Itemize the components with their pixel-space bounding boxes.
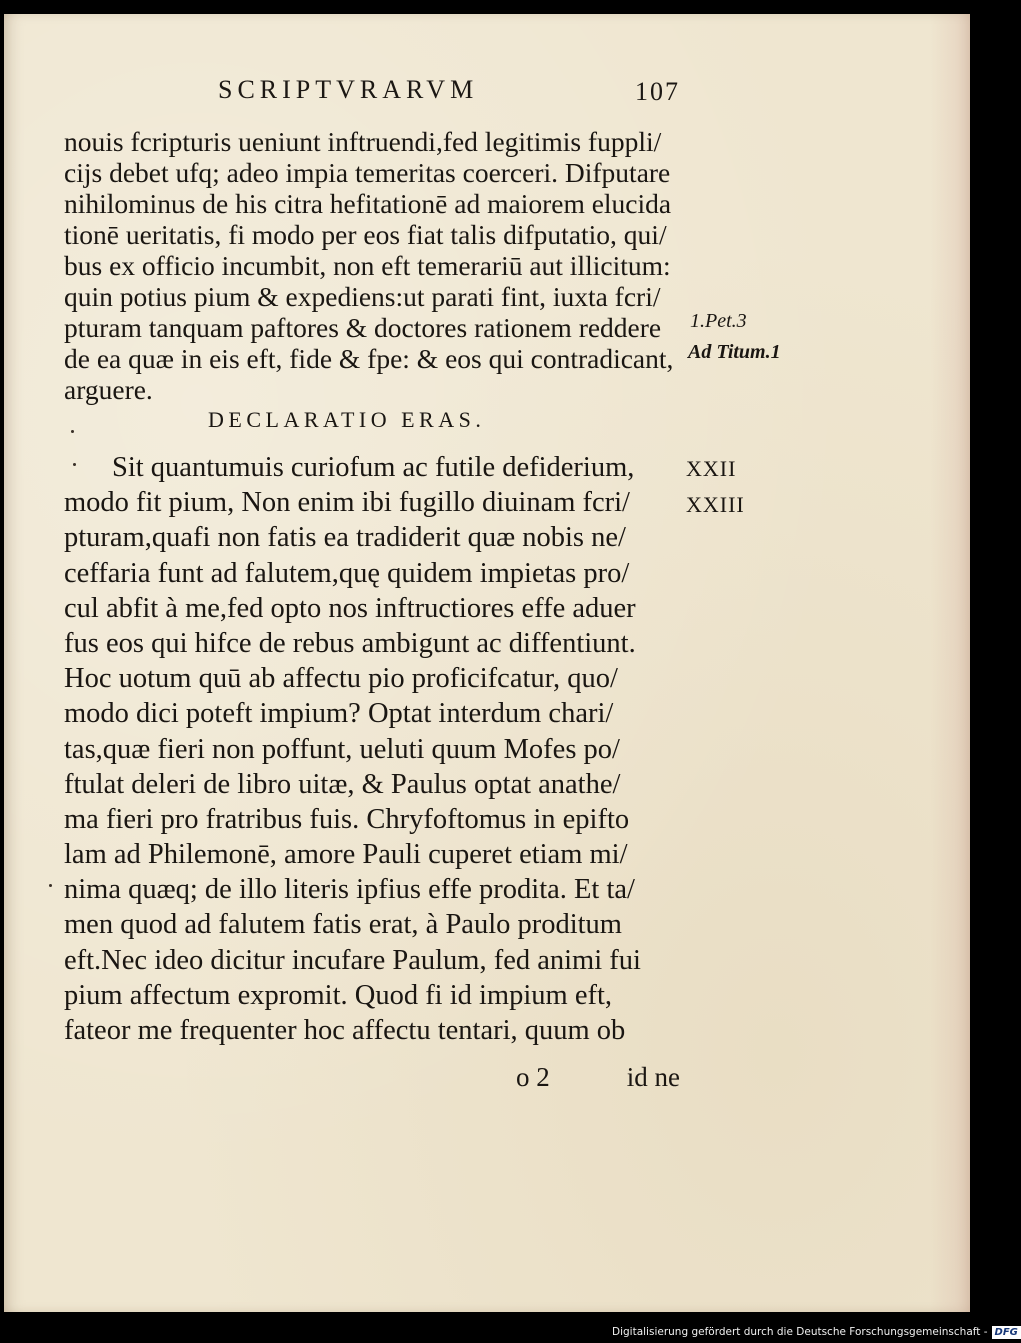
catchword: id ne: [626, 1062, 680, 1092]
text-line: cul abfit à me,fed opto nos inftructiores effe aduer: [64, 592, 636, 624]
text-line: pium affectum expromit. Quod fi id impium eft,: [64, 979, 612, 1011]
signature-mark: o 2: [516, 1062, 550, 1092]
text-line: fateor me frequenter hoc affectu tentari, quum ob: [64, 1015, 626, 1046]
text-line: cijs debet ufq; adeo impia temeritas coerceri. Difputare: [64, 157, 671, 188]
dfg-logo: DFG: [992, 1326, 1021, 1339]
text-line: ftulat deleri de libro uitæ, & Paulus optat anathe/: [64, 768, 621, 800]
text-line: pturam tanquam paftores & doctores rationem reddere: [64, 312, 662, 343]
running-title: SCRIPTVRARVM: [218, 75, 479, 104]
text-line: tionē ueritatis, fi modo per eos fiat talis difputatio, qui/: [64, 219, 667, 250]
text-line: arguere.: [64, 374, 153, 405]
text-line: bus ex officio incumbit, non eft temerariū aut illicitum:: [64, 250, 671, 281]
page-number: 107: [635, 77, 680, 106]
text-line: de ea quæ in eis eft, fide & fpe: & eos qui contradicant,: [64, 343, 674, 374]
ink-speck: [73, 463, 76, 466]
page-edge-stain: [930, 14, 970, 1312]
text-line: Sit quantumuis curiofum ac futile defiderium,: [112, 452, 635, 483]
running-head: [218, 75, 688, 115]
text-line: Hoc uotum quū ab affectu pio proficifcatur, quo/: [64, 663, 618, 695]
text-line: modo dici poteft impium? Optat interdum chari/: [64, 698, 614, 730]
text-line: ceffaria funt ad falutem,quę quidem impietas pro/: [64, 557, 630, 589]
ink-speck: [49, 884, 52, 887]
marginal-number: XXIII: [686, 492, 745, 517]
text-line: modo fit pium, Non enim ibi fugillo diuinam fcri/: [64, 487, 630, 519]
text-line: lam ad Philemonē, amore Pauli cuperet etiam mi/: [64, 839, 628, 871]
text-line: nima quæq; de illo literis ipfius effe prodita. Et ta/: [64, 874, 635, 906]
text-line: ma fieri pro fratribus fuis. Chryfoftomus in epifto: [64, 803, 630, 835]
credit-text: Digitalisierung gefördert durch die Deutsche Forschungsgemeinschaft -: [612, 1326, 988, 1338]
marginal-reference: 1.Pet.3: [690, 310, 747, 332]
text-line: nouis fcripturis ueniunt inftruendi,fed legitimis fuppli/: [64, 126, 662, 157]
digitization-credit: [612, 1326, 1018, 1342]
text-block-declaration: [64, 450, 684, 1048]
text-line: quin potius pium & expediens:ut parati fint, iuxta fcri/: [64, 281, 661, 312]
text-block-objection: [64, 126, 684, 405]
section-heading: DECLARATIO ERAS.: [208, 407, 486, 432]
text-line: fus eos qui hifce de rebus ambigunt ac diffentiunt.: [64, 627, 636, 659]
text-line: nihilominus de his citra hefitationē ad maiorem elucida: [64, 188, 672, 219]
marginal-number: XXII: [686, 456, 737, 481]
ink-speck: [71, 430, 74, 433]
text-line: eft.Nec ideo dicitur incufare Paulum, fed animi fui: [64, 944, 641, 976]
text-line: pturam,quafi non fatis ea tradiderit quæ nobis ne/: [64, 522, 626, 554]
text-line: men quod ad falutem fatis erat, à Paulo proditum: [64, 909, 622, 941]
marginal-reference: Ad Titum.1: [688, 341, 781, 363]
text-line: tas,quæ fieri non poffunt, ueluti quum Mofes po/: [64, 733, 620, 765]
